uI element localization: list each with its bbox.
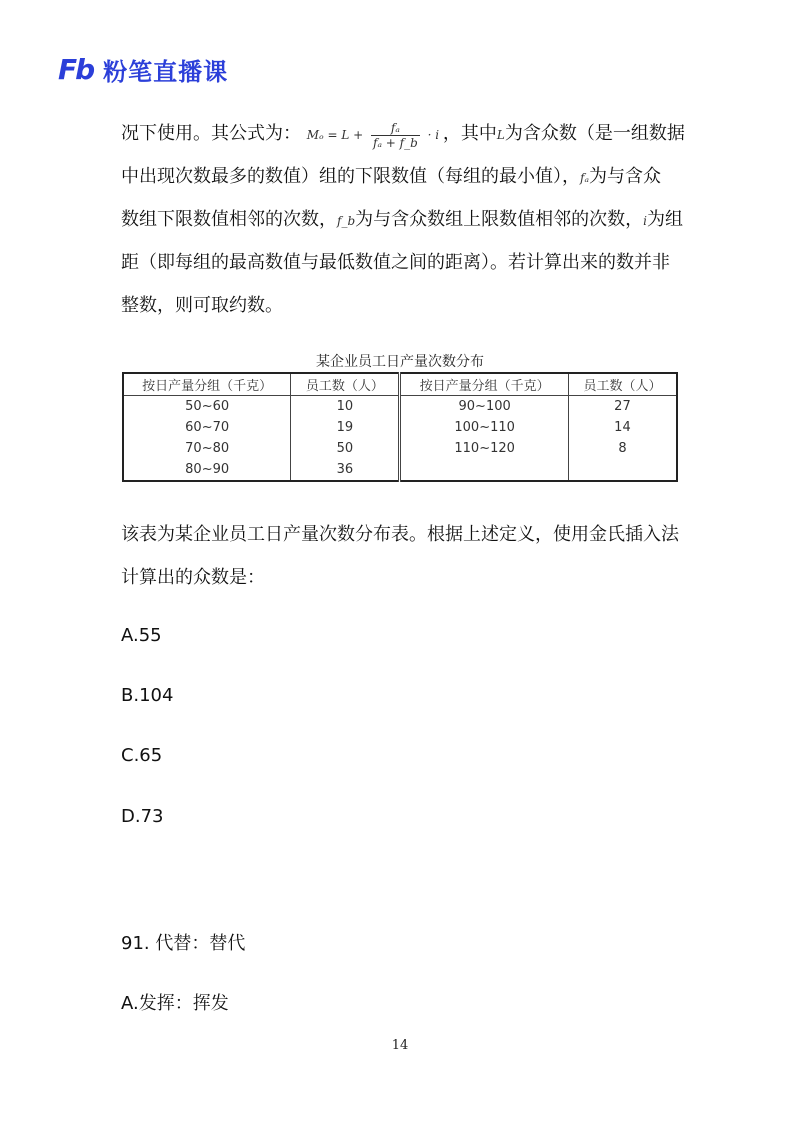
- table-row: 50~60 10 90~100 27: [123, 396, 677, 418]
- fb-logo-icon: Fb: [58, 52, 94, 86]
- option-c[interactable]: C.65: [121, 745, 163, 766]
- frequency-table-figure: [122, 352, 678, 482]
- intro-line-3: 数组下限数值相邻的次数，f_b为与含众数组上限数值相邻的次数，i为组: [121, 209, 683, 230]
- option-d[interactable]: D.73: [121, 806, 164, 827]
- frequency-table: [122, 372, 678, 482]
- formula-fraction: $\frac{\text{fₐ}}{\text{fₐ + f\_b}}$: [373, 121, 418, 150]
- col-header-group-2: 按日产量分组（千克）: [400, 373, 569, 396]
- table-row: 70~80 50 110~120 8: [123, 438, 677, 459]
- col-header-group-1: 按日产量分组（千克）: [123, 373, 291, 396]
- intro-line-2: 中出现次数最多的数值）组的下限数值（每组的最小值），fₐ为与含众: [121, 166, 661, 187]
- next-question-option-a[interactable]: A.发挥：挥发: [121, 993, 229, 1014]
- next-question-stem: 91. 代替：替代: [121, 933, 246, 954]
- question-stem: [121, 513, 691, 599]
- intro-paragraph: [121, 112, 691, 327]
- table-row: 60~70 19 100~110 14: [123, 417, 677, 438]
- option-b[interactable]: B.104: [121, 685, 174, 706]
- brand-logo: [58, 52, 228, 86]
- table-header-row: [123, 373, 677, 396]
- page-number: 14: [391, 1038, 409, 1053]
- brand-name: 粉笔直播课: [103, 57, 229, 86]
- table-title: 某企业员工日产量次数分布: [316, 354, 484, 370]
- col-header-count-1: 员工数（人）: [291, 373, 400, 396]
- table-row: 80~90 36: [123, 459, 677, 481]
- formula: Mₒ = L + $\frac{\text{fₐ}}{\text{fₐ + f\_b}}$ · i: [306, 121, 440, 150]
- intro-line-5: 整数，则可取约数。: [121, 295, 283, 316]
- question-line-2: 计算出的众数是：: [121, 567, 265, 588]
- intro-line-1: 况下使用。其公式为： Mₒ = L + $\frac{\text{fₐ}}{\text{fₐ + f\_b}}$ · i ，其中L为含众数（是一组数据: [121, 121, 685, 150]
- col-header-count-2: 员工数（人）: [568, 373, 677, 396]
- option-a[interactable]: A.55: [121, 625, 162, 646]
- question-line-1: 该表为某企业员工日产量次数分布表。根据上述定义，使用金氏插入法: [121, 524, 679, 545]
- intro-line-4: 距（即每组的最高数值与最低数值之间的距离）。若计算出来的数并非: [121, 252, 670, 273]
